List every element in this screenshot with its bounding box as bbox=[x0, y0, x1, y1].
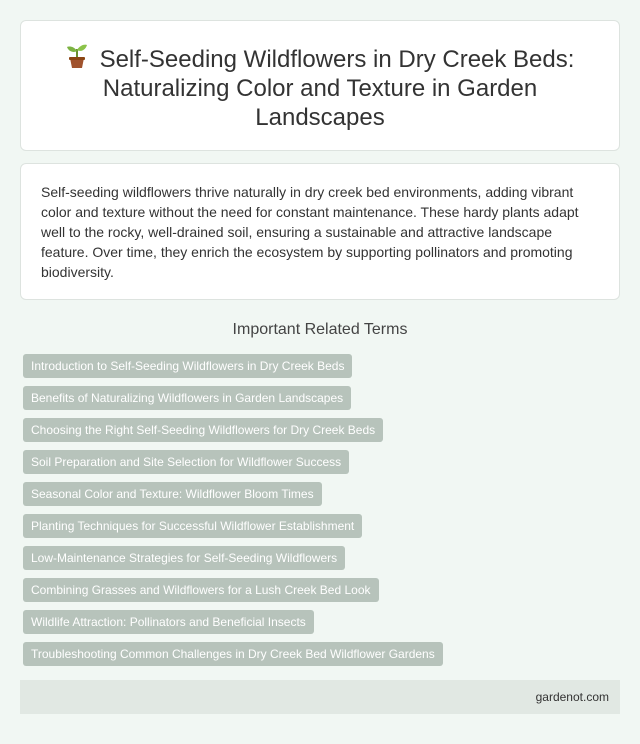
page-title-text: Self-Seeding Wildflowers in Dry Creek Beds: Naturalizing Color and Texture in Garden Landscapes bbox=[99, 46, 575, 131]
intro-paragraph: Self-seeding wildflowers thrive naturally in dry creek bed environments, adding vibrant color and texture without the need for constant maintenance. These hardy plants adapt well to the rocky, well-drained soil, ensuring a sustainable and attractive landscape feature. Over time, they enrich the ecosystem by supporting pollinators and promoting biodiversity. bbox=[41, 184, 579, 280]
related-terms-list bbox=[23, 354, 623, 674]
footer-site-link[interactable]: gardenot.com bbox=[535, 690, 609, 704]
intro-card bbox=[20, 163, 620, 300]
related-term-tag[interactable]: Seasonal Color and Texture: Wildflower Bloom Times bbox=[23, 482, 322, 506]
related-term-tag[interactable]: Choosing the Right Self-Seeding Wildflowers for Dry Creek Beds bbox=[23, 418, 383, 442]
page-title bbox=[21, 21, 619, 132]
title-card bbox=[20, 20, 620, 151]
related-term-tag[interactable]: Introduction to Self-Seeding Wildflowers in Dry Creek Beds bbox=[23, 354, 352, 378]
related-term-tag[interactable]: Soil Preparation and Site Selection for Wildflower Success bbox=[23, 450, 349, 474]
related-term-tag[interactable]: Wildlife Attraction: Pollinators and Beneficial Insects bbox=[23, 610, 314, 634]
footer bbox=[20, 680, 620, 714]
related-terms-heading: Important Related Terms bbox=[232, 321, 408, 338]
related-term-tag[interactable]: Troubleshooting Common Challenges in Dry Creek Bed Wildflower Gardens bbox=[23, 642, 443, 666]
related-term-tag[interactable]: Low-Maintenance Strategies for Self-Seeding Wildflowers bbox=[23, 546, 345, 570]
related-term-tag[interactable]: Planting Techniques for Successful Wildflower Establishment bbox=[23, 514, 362, 538]
related-term-tag[interactable]: Benefits of Naturalizing Wildflowers in Garden Landscapes bbox=[23, 386, 351, 410]
related-term-tag[interactable]: Combining Grasses and Wildflowers for a Lush Creek Bed Look bbox=[23, 578, 379, 602]
sprout-icon bbox=[66, 43, 88, 69]
